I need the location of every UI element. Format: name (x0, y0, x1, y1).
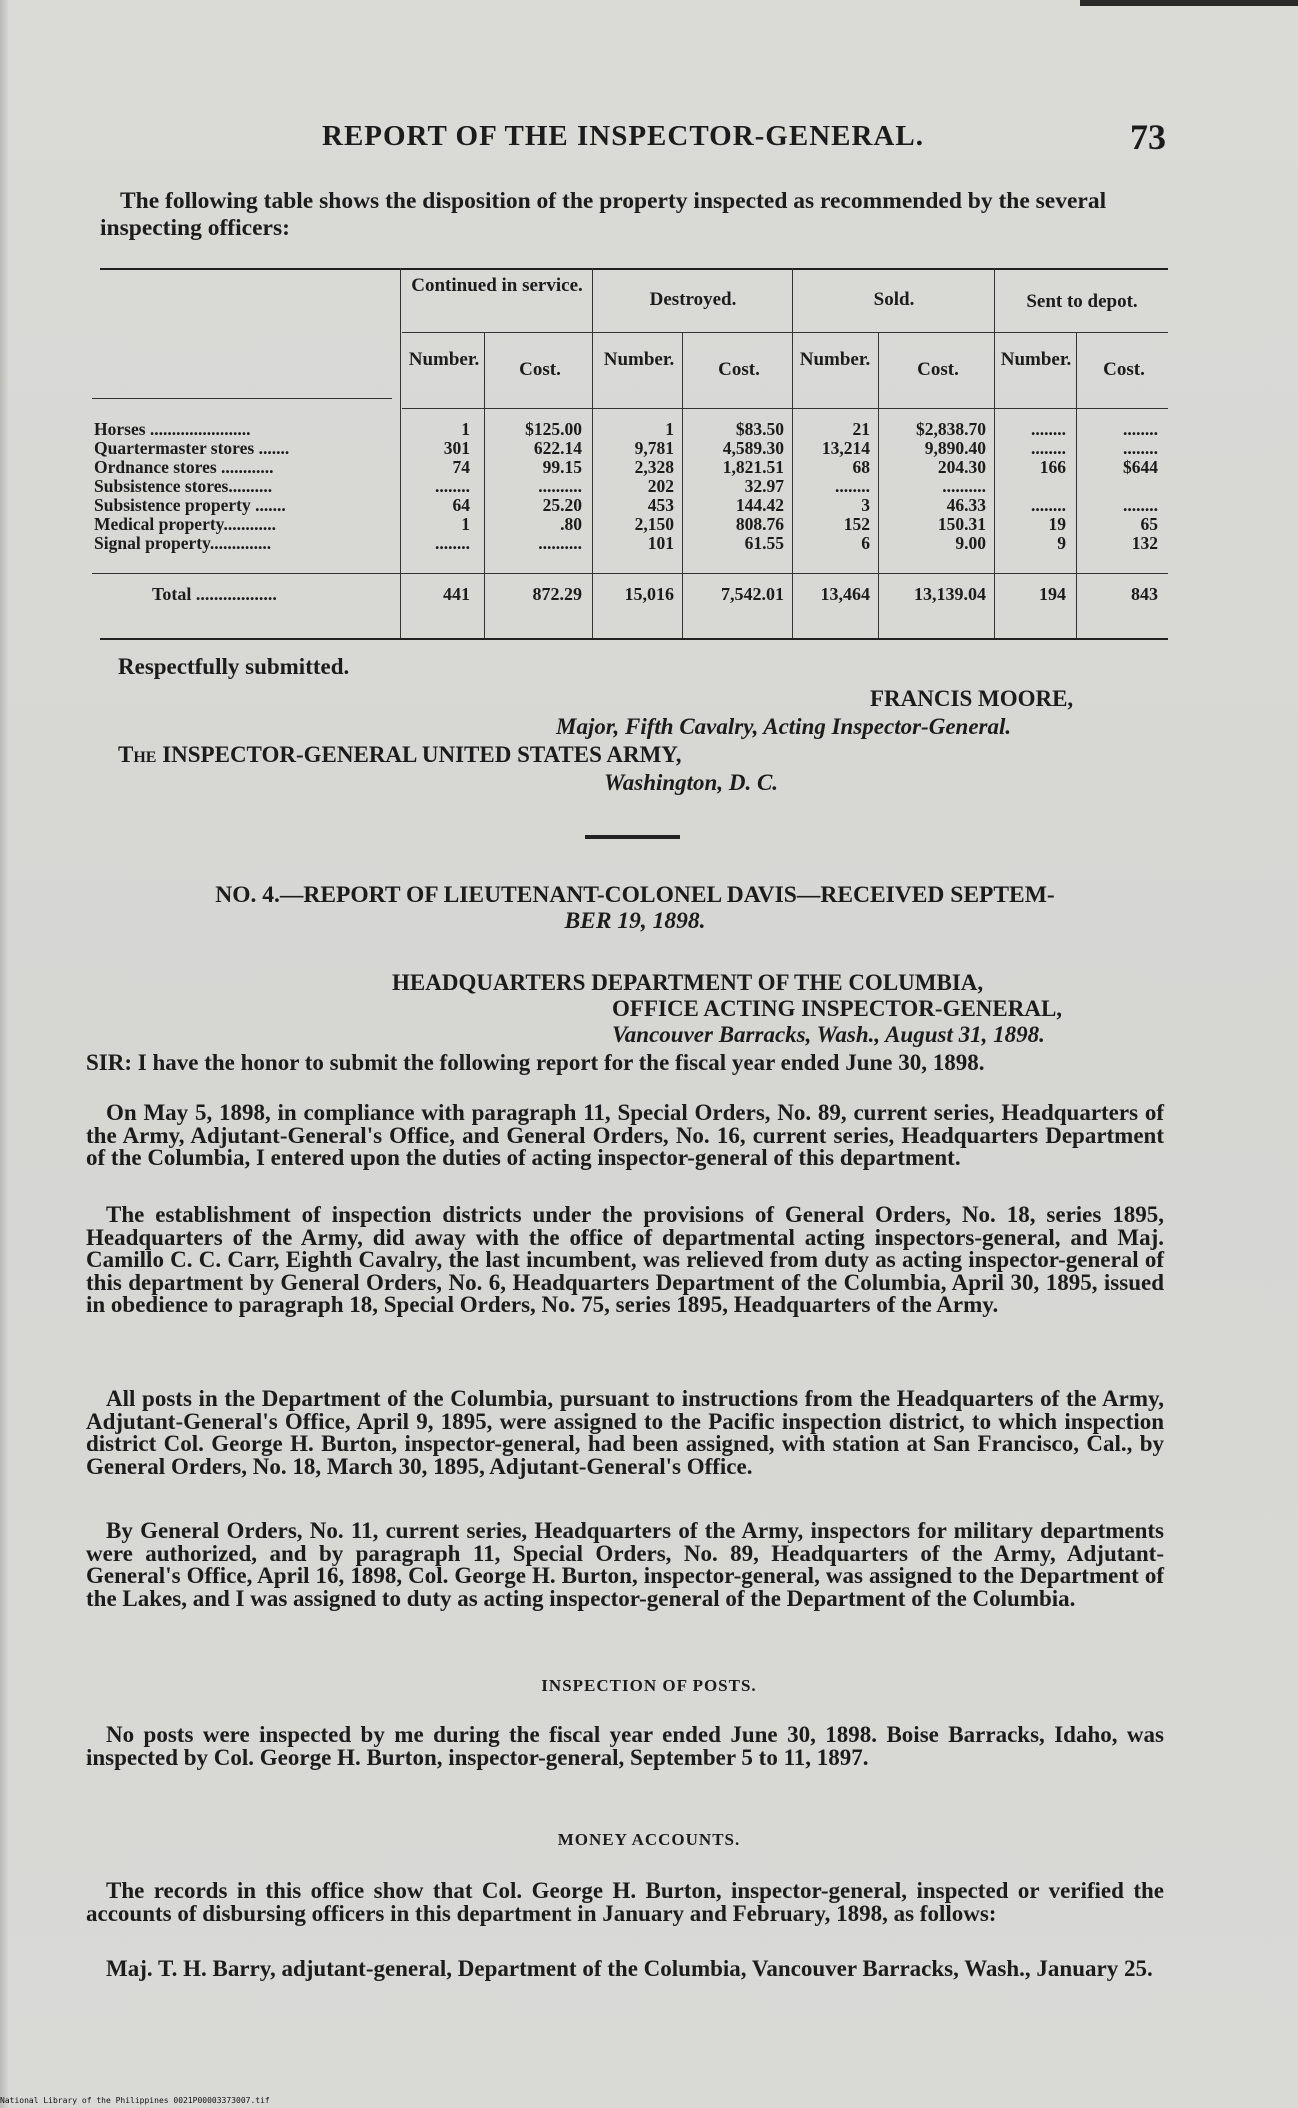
table-cell: 1 (665, 420, 674, 439)
body-paragraph: All posts in the Department of the Columbia, pursuant to instructions from the Headquarters of the Army, Adjutant-General's Office, April 9, 1895, were assigned to the Pacific inspection district, to which inspection district Col. George H. Burton, inspector-general, had been assigned, with station at San Francisco, Cal., by General Orders, No. 18, March 30, 1895, Adjutant-General's Office. (86, 1386, 1164, 1479)
table-cell: ........ (1031, 496, 1066, 515)
table-cell: 46.33 (946, 496, 986, 515)
table-cell (996, 477, 1066, 496)
row-label-subsistence-stores: Subsistence stores.......... (94, 477, 273, 496)
table-cell: 9 (1057, 534, 1066, 553)
inspection-paragraph: No posts were inspected by me during the fiscal year ended June 30, 1898. Boise Barracks, Idaho, was inspected by Col. George H. Burton, inspector-general, September 5 to 11, 1897. (86, 1722, 1164, 1770)
table-cell: 808.76 (735, 515, 784, 534)
addressee: The INSPECTOR-GENERAL UNITED STATES ARMY, (118, 742, 682, 767)
table-cell: 150.31 (937, 515, 986, 534)
table-cell: ........ (435, 477, 470, 496)
subheader-number: Number. (408, 349, 480, 370)
table-cell: 1 (461, 420, 470, 439)
section-title (90, 882, 1180, 934)
column-sold-number (794, 420, 870, 553)
disposition-table (92, 268, 1168, 640)
table-cell: .......... (942, 477, 986, 496)
subheader-cost: Cost. (519, 359, 561, 380)
table-cell: 132 (1131, 534, 1158, 553)
column-sold-cost (880, 420, 986, 553)
column-depot-number (996, 420, 1066, 553)
table-cell: ........ (1123, 439, 1158, 458)
table-cell: 74 (452, 458, 470, 477)
heading-money-accounts: MONEY ACCOUNTS. (557, 1830, 741, 1849)
total-label: Total .................. (152, 584, 277, 604)
body-paragraph: By General Orders, No. 11, current series, Headquarters of the Army, inspectors for military departments were authorized, and by paragraph 11, Special Orders, No. 89, Headquarters of the Army, Adjutant-General's Office, April 16, 1898, Col. George H. Burton, inspector-general, was assigned to the Department of the Lakes, and I was assigned to duty as acting inspector-general of the Department of the Columbia. (86, 1518, 1164, 1611)
section-title-line1: NO. 4.—REPORT OF LIEUTENANT-COLONEL DAVIS—RECEIVED SEPTEM- (215, 882, 1055, 908)
table-cell: 21 (852, 420, 870, 439)
table-cell: 65 (1140, 515, 1158, 534)
table-cell: 301 (443, 439, 470, 458)
col-divider (792, 268, 793, 638)
col-divider (1076, 332, 1077, 638)
intro-paragraph: The following table shows the disposition of the property inspected as recommended by the several inspecting officers: (100, 188, 1107, 241)
table-cell: 25.20 (542, 496, 582, 515)
group-rule (402, 332, 1168, 333)
col-divider (484, 332, 485, 638)
table-cell: 2,150 (634, 515, 674, 534)
column-destroyed-number (594, 420, 674, 553)
subheader-number: Number. (1000, 349, 1072, 370)
total-cell: 15,016 (624, 584, 674, 604)
table-cell: 9.00 (955, 534, 986, 553)
row-label-signal: Signal property.............. (94, 534, 272, 553)
column-destroyed-cost (684, 420, 784, 553)
heading-inspection-of-posts: INSPECTION OF POSTS. (541, 1676, 757, 1695)
row-label-ordnance: Ordnance stores ............ (94, 458, 274, 477)
col-divider (592, 268, 593, 638)
letterhead-line1: HEADQUARTERS DEPARTMENT OF THE COLUMBIA, (392, 970, 984, 995)
table-cell: 101 (647, 534, 674, 553)
table-cell: ........ (435, 534, 470, 553)
section-title-line2: BER 19, 1898. (564, 908, 706, 934)
letterhead-line2: OFFICE ACTING INSPECTOR-GENERAL, (612, 996, 1063, 1021)
table-cell: $2,838.70 (916, 420, 986, 439)
table-cell: 4,589.30 (722, 439, 784, 458)
scan-edge-mark (1080, 0, 1298, 6)
signatory-name: FRANCIS MOORE, (870, 686, 1074, 711)
total-cell: 441 (443, 584, 470, 604)
table-cell: $83.50 (735, 420, 784, 439)
table-bottom-rule (100, 638, 1168, 640)
total-cell: 872.29 (532, 584, 582, 604)
row-labels (94, 420, 394, 553)
table-cell: ........ (1031, 439, 1066, 458)
table-cell: 144.42 (735, 496, 784, 515)
column-depot-cost (1078, 420, 1158, 553)
body-paragraph: On May 5, 1898, in compliance with paragraph 11, Special Orders, No. 89, current series, Headquarters of the Army, Adjutant-General's Office, and General Orders, No. 16, current series, Headquarters Department of the Columbia, I entered upon the duties of acting inspector-general of this department. (86, 1100, 1164, 1170)
section-divider (585, 835, 680, 839)
closing-line: Respectfully submitted. (118, 654, 350, 679)
table-cell: 1 (461, 515, 470, 534)
row-label-horses: Horses ....................... (94, 420, 251, 439)
table-cell: ........ (1123, 496, 1158, 515)
table-cell: 6 (861, 534, 870, 553)
col-divider (682, 332, 683, 638)
table-cell (1078, 477, 1158, 496)
column-continued-number (402, 420, 470, 553)
col-divider (400, 268, 401, 638)
table-cell: 32.97 (744, 477, 784, 496)
page-edge-shadow (0, 0, 8, 2108)
stub-rule (92, 398, 392, 399)
subheader-rule (402, 408, 1168, 409)
group-header-destroyed: Destroyed. (649, 289, 737, 310)
table-cell: 9,781 (634, 439, 674, 458)
table-cell: 152 (843, 515, 870, 534)
table-cell: 61.55 (744, 534, 784, 553)
table-cell: 64 (452, 496, 470, 515)
row-label-medical: Medical property............ (94, 515, 276, 534)
table-cell: ........ (835, 477, 870, 496)
table-cell: 13,214 (821, 439, 870, 458)
table-cell: ........ (1031, 420, 1066, 439)
column-continued-cost (486, 420, 582, 553)
subheader-cost: Cost. (1103, 359, 1145, 380)
signatory-title: Major, Fifth Cavalry, Acting Inspector-General. (556, 714, 1012, 739)
subheader-number: Number. (603, 349, 675, 370)
table-cell: 99.15 (542, 458, 582, 477)
table-cell: 68 (852, 458, 870, 477)
table-cell: $125.00 (525, 420, 582, 439)
table-cell: 166 (1039, 458, 1066, 477)
col-divider (994, 268, 995, 638)
page-number: 73 (1130, 117, 1166, 157)
letterhead-line3: Vancouver Barracks, Wash., August 31, 1898. (612, 1022, 1045, 1047)
table-cell: 202 (647, 477, 674, 496)
salutation-paragraph: SIR: I have the honor to submit the following report for the fiscal year ended June 30, 1898. (86, 1050, 985, 1075)
table-cell: 1,821.51 (722, 458, 784, 477)
group-header-sold: Sold. (873, 289, 915, 310)
table-cell: .80 (560, 515, 582, 534)
group-header-continued: Continued in service. (411, 275, 583, 296)
total-cell: 194 (1039, 584, 1066, 604)
row-label-quartermaster: Quartermaster stores ....... (94, 439, 290, 458)
col-divider (878, 332, 879, 638)
table-cell: 2,328 (634, 458, 674, 477)
table-cell: 204.30 (937, 458, 986, 477)
money-item-paragraph: Maj. T. H. Barry, adjutant-general, Department of the Columbia, Vancouver Barracks, Wash., January 25. (106, 1956, 1153, 1981)
table-cell: .......... (538, 534, 582, 553)
total-cell: 13,464 (820, 584, 870, 604)
total-rule (92, 573, 1168, 574)
scan-footer: National Library of the Philippines 0021P00003373007.tif (0, 2096, 270, 2105)
group-header-depot: Sent to depot. (1026, 291, 1138, 312)
row-label-subsistence-property: Subsistence property ....... (94, 496, 286, 515)
table-cell: 3 (861, 496, 870, 515)
table-cell: 19 (1048, 515, 1066, 534)
total-cell: 843 (1131, 584, 1158, 604)
addressee-location: Washington, D. C. (604, 770, 779, 795)
table-cell: ........ (1123, 420, 1158, 439)
running-head: REPORT OF THE INSPECTOR-GENERAL. (322, 120, 924, 152)
subheader-cost: Cost. (718, 359, 760, 380)
subheader-number: Number. (799, 349, 871, 370)
table-cell: .......... (538, 477, 582, 496)
table-cell: 9,890.40 (924, 439, 986, 458)
table-cell: $644 (1123, 458, 1158, 477)
table-cell: 453 (647, 496, 674, 515)
money-paragraph: The records in this office show that Col. George H. Burton, inspector-general, inspected or verified the accounts of disbursing officers in this department in January and February, 1898, as follows: (86, 1878, 1164, 1926)
total-cell: 13,139.04 (914, 584, 986, 604)
subheader-cost: Cost. (917, 359, 959, 380)
body-paragraph: The establishment of inspection districts under the provisions of General Orders, No. 18, series 1895, Headquarters of the Army, did away with the office of departmental acting inspectors-general, and Maj. Camillo C. C. Carr, Eighth Cavalry, the last incumbent, was relieved from duty as acting inspector-general of this department by General Orders, No. 6, Headquarters Department of the Columbia, April 30, 1895, issued in obedience to paragraph 18, Special Orders, No. 75, series 1895, Headquarters of the Army. (86, 1202, 1164, 1317)
total-cell: 7,542.01 (721, 584, 784, 604)
table-cell: 622.14 (533, 439, 582, 458)
table-top-rule (100, 268, 1168, 270)
